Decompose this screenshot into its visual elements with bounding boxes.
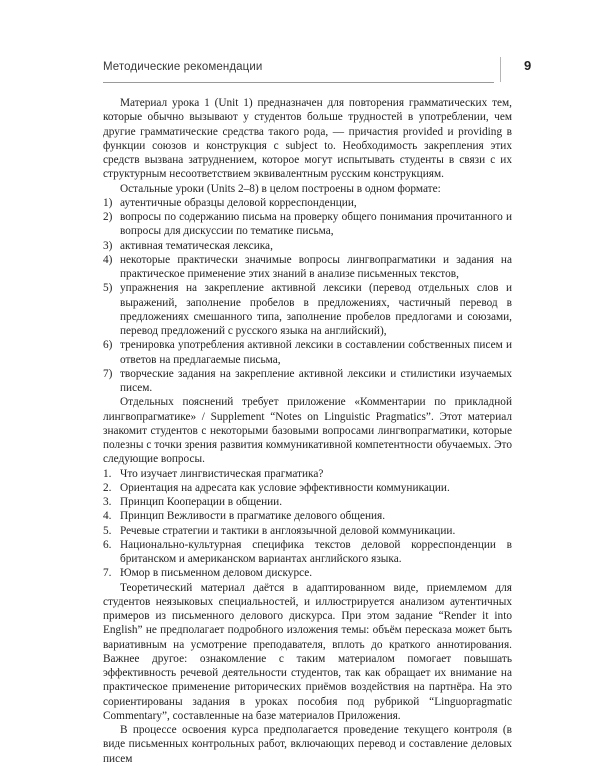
list-item-text: некоторые практически значимые вопросы лингвопрагматики и задания на практическое применение этих знаний в анализе письменных текстов, xyxy=(120,253,512,280)
list-item-number: 2) xyxy=(103,211,113,223)
list-item-number: 4. xyxy=(103,510,112,523)
list-item xyxy=(103,367,512,396)
list-item-number: 1) xyxy=(103,196,113,209)
list-item-text: Принцип Кооперации в общении. xyxy=(120,496,283,508)
list-item-number: 6) xyxy=(103,339,113,352)
paragraph-units-format: Остальные уроки (Units 2–8) в целом построены в одном формате: xyxy=(120,182,441,195)
list-item xyxy=(103,196,512,210)
list-item xyxy=(103,253,512,282)
list-item-text: Национально-культурная специфика текстов деловой корреспонденции в британском и американском вариантах английского языка. xyxy=(120,538,512,565)
list-item-text: Юмор в письменном деловом дискурсе. xyxy=(120,567,313,580)
list-item-text: Что изучает лингвистическая прагматика? xyxy=(120,467,324,480)
list-item-number: 1. xyxy=(103,467,112,480)
list-item-text: тренировка употребления активной лексики в составлении собственных писем и ответов на предлагаемые письма, xyxy=(120,339,512,366)
body-text xyxy=(103,96,512,766)
list-item-text: упражнения на закрепление активной лексики (перевод отдельных слов и выражений, заполнение пробелов в предложениях, частичный перевод в предложениях смешанного типа, заполнение пробелов предлогами и союзами, перевод предложений с русского языка на английский), xyxy=(120,282,512,337)
list-item-number: 3) xyxy=(103,239,113,252)
list-item-text: активная тематическая лексика, xyxy=(120,239,273,252)
list-item-text: Ориентация на адресата как условие эффективности коммуникации. xyxy=(120,481,450,494)
paragraph-theory: Теоретический материал даётся в адаптированном виде, приемлемом для студентов неязыковых специальностей, и иллюстрируется анализом аутентичных примеров из письменного делового дискурса. При этом задание “Render it into English” не предполагает подробного изложения темы: объём пересказа может быть вариативным на усмотрение преподавателя, вплоть до краткого аннотирования. Важнее другое: ознакомление с таким материалом помогает повышать эффективность речевой деятельности студентов, так как обращает их внимание на практическое применение риторических приёмов воздействия на партнёра. На это сориентированы задания в уроках пособия под рубрикой “Linguopragmatic Commentary”, составленные на базе материалов Приложения. xyxy=(103,581,512,722)
header-divider xyxy=(500,57,501,82)
unit-format-list xyxy=(103,196,512,396)
list-item xyxy=(103,338,512,367)
list-item-number: 7. xyxy=(103,567,112,580)
list-item-text: аутентичные образцы деловой корреспонденции, xyxy=(120,196,357,209)
paragraph-unit1: Материал урока 1 (Unit 1) предназначен для повторения грамматических тем, которые обычно вызывают у студентов больше трудностей в употреблении, чем другие грамматические средства такого рода, — причастия provided и providing в функции союзов и конструкция с subject to. Необходимость закрепления этих средств вызвана затруднением, которое могут испытывать студенты в связи с их структурным несоответствием эквивалентным русским конструкциям. xyxy=(103,97,512,181)
list-item xyxy=(103,538,512,567)
list-item-text: Принцип Вежливости в прагматике делового общения. xyxy=(120,510,386,523)
header-rule xyxy=(103,82,494,83)
list-item-text: творческие задания на закрепление активной лексики и стилистики изучаемых писем. xyxy=(120,367,512,394)
list-item xyxy=(103,467,512,481)
list-item-number: 7) xyxy=(103,367,113,380)
running-header-title: Методические рекомендации xyxy=(103,61,263,73)
list-item xyxy=(103,281,512,338)
list-item-text: Речевые стратегии и тактики в англоязычной деловой коммуникации. xyxy=(120,524,456,537)
list-item-number: 6. xyxy=(103,538,112,551)
list-item-number: 5) xyxy=(103,282,113,295)
list-item xyxy=(103,509,512,523)
list-item xyxy=(103,566,512,580)
list-item-number: 3. xyxy=(103,496,112,508)
list-item xyxy=(103,481,512,495)
list-item-number: 4) xyxy=(103,253,113,266)
pragmatics-questions-list xyxy=(103,467,512,581)
list-item xyxy=(103,210,512,239)
paragraph-assessment: В процессе освоения курса предполагается проведение текущего контроля (в виде письменных контрольных работ, включающих перевод и составление деловых писем xyxy=(103,724,512,765)
list-item xyxy=(103,239,512,253)
page-number: 9 xyxy=(524,58,532,73)
list-item-text: вопросы по содержанию письма на проверку общего понимания прочитанного и вопросы для дискуссии по тематике письма, xyxy=(120,211,512,238)
list-item xyxy=(103,524,512,538)
paragraph-supplement: Отдельных пояснений требует приложение «Комментарии по прикладной лингвопрагматике» / Supplement “Notes on Linguistic Pragmatics”. Этот материал знакомит студентов с некоторыми базовыми вопросами лингвопрагматики, которые полезны с точки зрения развития коммуникативной компетентности обучаемых. Это следующие вопросы. xyxy=(103,396,512,466)
list-item-number: 2. xyxy=(103,481,112,494)
list-item-number: 5. xyxy=(103,524,112,537)
list-item xyxy=(103,495,512,509)
